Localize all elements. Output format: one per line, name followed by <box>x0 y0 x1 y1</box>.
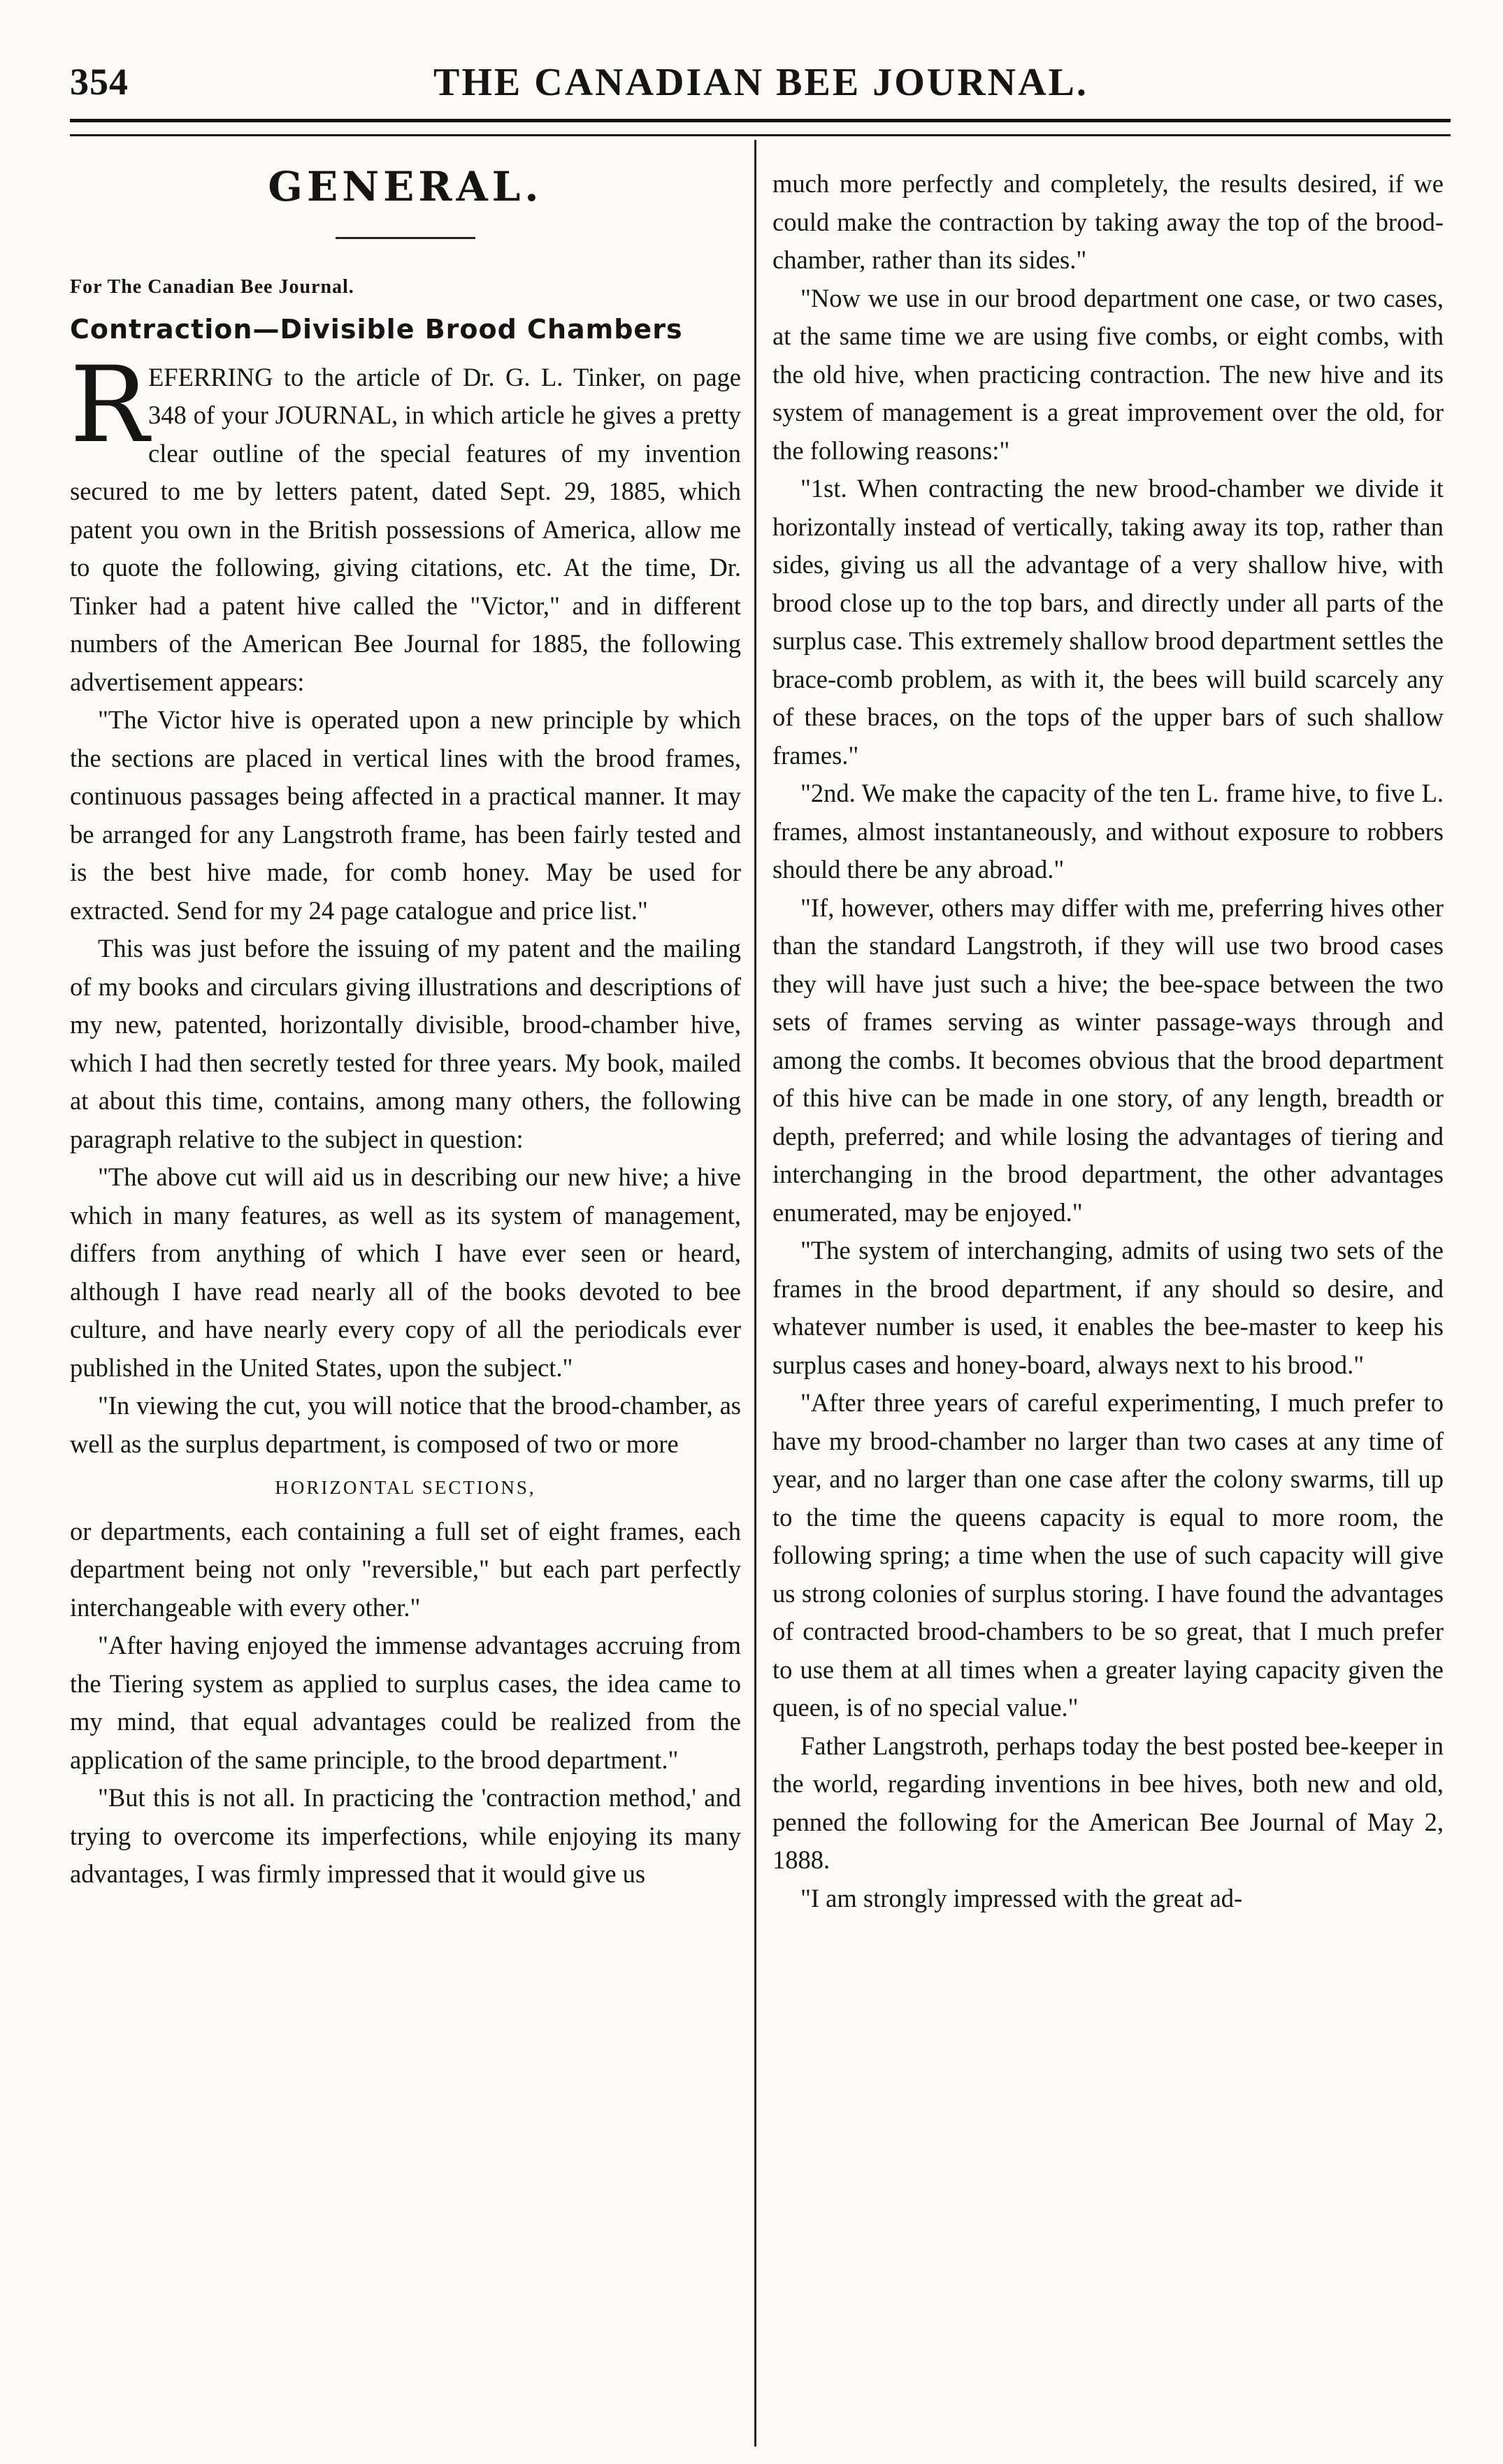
article-paragraph: Father Langstroth, perhaps today the best posted bee-keeper in the world, regarding inventions in bee hives, both new and old, penned the following for the American Bee Journal of May 2, 1888. <box>772 1731 1444 1874</box>
article-paragraph: "But this is not all. In practicing the 'contraction method,' and trying to overcome its imperfections, while enjoying its many advantages, I was firmly impressed that it would give us <box>70 1783 741 1888</box>
article-paragraph: "If, however, others may differ with me, preferring hives other than the standard Langstroth, if they will use two brood cases they will have just such a hive; the bee-space between the two sets of frames serving as winter passage-ways through and among the combs. It becomes obvious that the brood department of this hive can be made in one story, of any length, breadth or depth, preferred; and while losing the advantages of tiering and interchanging in the brood department, the other advantages enumerated, may be enjoyed." <box>772 893 1444 1227</box>
article-paragraph: "2nd. We make the capacity of the ten L. frame hive, to five L. frames, almost instantaneously, and without exposure to robbers should there be any abroad." <box>772 779 1444 884</box>
column-divider <box>754 140 756 2447</box>
article-byline: For The Canadian Bee Journal. <box>70 275 354 298</box>
article-title: Contraction—Divisible Brood Chambers <box>70 314 683 345</box>
page-header <box>70 60 1454 116</box>
drop-cap: R <box>70 344 149 466</box>
section-heading: GENERAL. <box>268 163 543 210</box>
header-rule <box>70 119 1451 122</box>
article-paragraph: "After three years of careful experimenting, I much prefer to have my brood-chamber no larger than two cases at any time of year, and no larger than one case after the colony swarms, till up to the time the queens capacity is equal to more room, the following spring; a time when the use of such capacity will give us strong colonies of surplus storing. I have found the advantages of contracted brood-chambers to be so great, that I much prefer to use them at all times when a greater laying capacity given the queen, is of no special value." <box>772 1388 1444 1722</box>
article-paragraph: REFERRING to the article of Dr. G. L. Tinker, on page 348 of your JOURNAL, in which article he gives a pretty clear outline of the special features of my invention secured to me by letters patent, dated Sept. 29, 1885, which patent you own in the British possessions of America, allow me to quote the following, giving citations, etc. At the time, Dr. Tinker had a patent hive called the "Victor," and in different numbers of the American Bee Journal for 1885, the following advertisement appears: <box>70 344 741 696</box>
page-number: 354 <box>70 61 129 103</box>
right-column <box>772 165 1444 1917</box>
article-paragraph: "After having enjoyed the immense advantages accruing from the Tiering system as applied to surplus cases, the idea came to my mind, that equal advantages could be realized from the application of the same principle, to the brood department." <box>70 1631 741 1774</box>
article-paragraph: "Now we use in our brood department one case, or two cases, at the same time we are using five combs, or eight combs, with the old hive, when practicing contraction. The new hive and its system of management is a great improvement over the old, for the following reasons:" <box>772 283 1444 465</box>
center-caption: HORIZONTAL SECTIONS, <box>275 1477 536 1498</box>
article-paragraph: "In viewing the cut, you will notice that the brood-chamber, as well as the surplus department, is composed of two or more <box>70 1391 741 1458</box>
article-paragraph: "The above cut will aid us in describing our new hive; a hive which in many features, as well as its system of management, differs from anything of which I have ever seen or heard, although I have read nearly all of the books devoted to bee culture, and have nearly every copy of all the periodicals ever published in the United States, upon the subject." <box>70 1162 741 1382</box>
journal-title: THE CANADIAN BEE JOURNAL. <box>433 61 1088 104</box>
article-paragraph: "The Victor hive is operated upon a new principle by which the sections are placed in vertical lines with the brood frames, continuous passages being affected in a practical manner. It may be arranged for any Langstroth frame, has been fairly tested and is the best hive made, for comb honey. May be used for extracted. Send for my 24 page catalogue and price list." <box>70 705 741 925</box>
header-rule-secondary <box>70 134 1451 136</box>
article-paragraph: or departments, each containing a full set of eight frames, each department being not only "reversible," but each part perfectly interchangeable with every other." <box>70 1516 741 1622</box>
article-paragraph: "1st. When contracting the new brood-chamber we divide it horizontally instead of vertically, taking away its top, rather than sides, giving us all the advantage of a very shallow hive, with brood close up to the top bars, and directly under all parts of the surplus case. This extremely shallow brood department settles the brace-comb problem, as with it, the bees will build scarcely any of these braces, on the tops of the upper bars of such shallow frames." <box>772 474 1444 770</box>
section-rule <box>336 237 475 239</box>
article-paragraph: "I am strongly impressed with the great ad- <box>800 1883 1243 1912</box>
left-column <box>70 161 741 1894</box>
article-paragraph: much more perfectly and completely, the results desired, if we could make the contraction by taking away the top of the brood-chamber, rather than its sides." <box>772 169 1444 274</box>
article-paragraph: This was just before the issuing of my patent and the mailing of my books and circulars giving illustrations and descriptions of my new, patented, horizontally divisible, brood-chamber hive, which I had then secretly tested for three years. My book, mailed at about this time, contains, among many others, the following paragraph relative to the subject in question: <box>70 934 741 1153</box>
article-paragraph: "The system of interchanging, admits of using two sets of the frames in the brood department, if any should so desire, and whatever number is used, it enables the bee-master to keep his surplus cases and honey-board, always next to his brood." <box>772 1236 1444 1379</box>
